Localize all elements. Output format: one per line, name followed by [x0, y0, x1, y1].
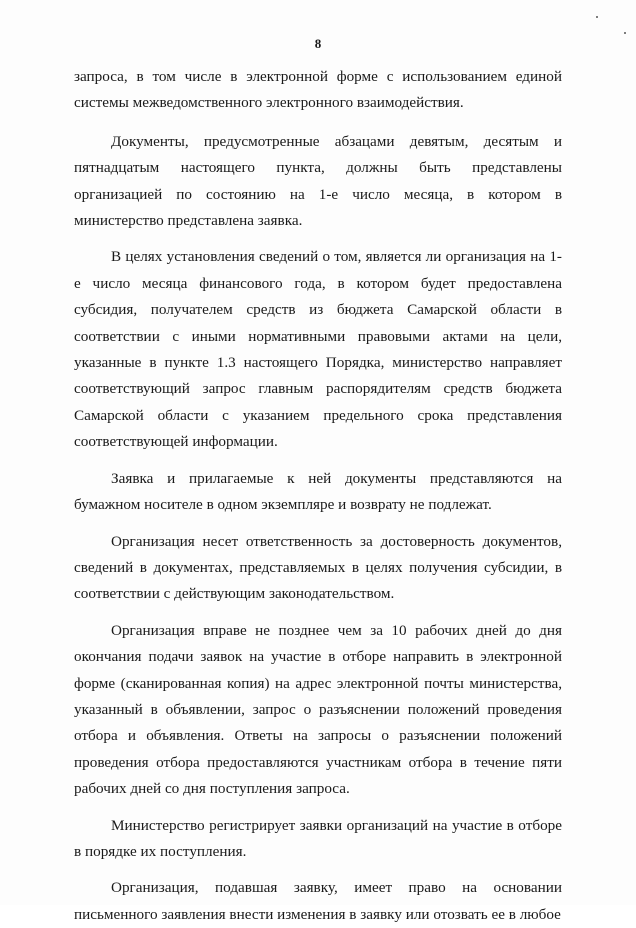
- paragraph-6: Организация вправе не позднее чем за 10 рабочих дней до дня окончания подачи заявок на участие в отборе направить в электронной форме (сканированная копия) на адрес электронной почты министерства, указанный в объявлении, запрос о разъяснении положений проведения отбора и объявления. Ответы на запросы о разъяснении положений проведения отбора предоставляются участникам отбора в течение пяти рабочих дней со дня поступления запроса.: [74, 621, 562, 798]
- paragraph-3: В целях установления сведений о том, является ли организация на 1-е число месяца финансового года, в котором будет предоставлена субсидия, получателем средств из бюджета Самарской области в соответствии с иными нормативными правовыми актами на цели, указанные в пункте 1.3 настоящего Порядка, министерство направляет соответствующий запрос главным распорядителям средств бюджета Самарской области с указанием предельного срока представления соответствующей информации.: [74, 248, 562, 451]
- document-body: [74, 64, 562, 928]
- page-number: 8: [314, 36, 322, 51]
- paragraph-8: Организация, подавшая заявку, имеет право на основании письменного заявления внести изменения в заявку или отозвать ее в любое: [74, 879, 562, 923]
- paragraph-2: Документы, предусмотренные абзацами девятым, десятым и пятнадцатым настоящего пункта, должны быть представлены организацией по состоянию на 1-е число месяца, в котором в министерство представлена заявка.: [74, 132, 562, 230]
- scan-speck: [624, 32, 626, 34]
- paragraph-4: Заявка и прилагаемые к ней документы представляются на бумажном носителе в одном экземпляре и возврату не подлежат.: [74, 469, 562, 514]
- paragraph-5: Организация несет ответственность за достоверность документов, сведений в документах, представляемых в целях получения субсидии, в соответствии с действующим законодательством.: [74, 532, 562, 603]
- paragraph-7: Министерство регистрирует заявки организаций на участие в отборе в порядке их поступления.: [74, 816, 562, 860]
- scan-speck: [596, 16, 598, 18]
- paragraph-1: запроса, в том числе в электронной форме с использованием единой системы межведомственного электронного взаимодействия.: [74, 68, 562, 112]
